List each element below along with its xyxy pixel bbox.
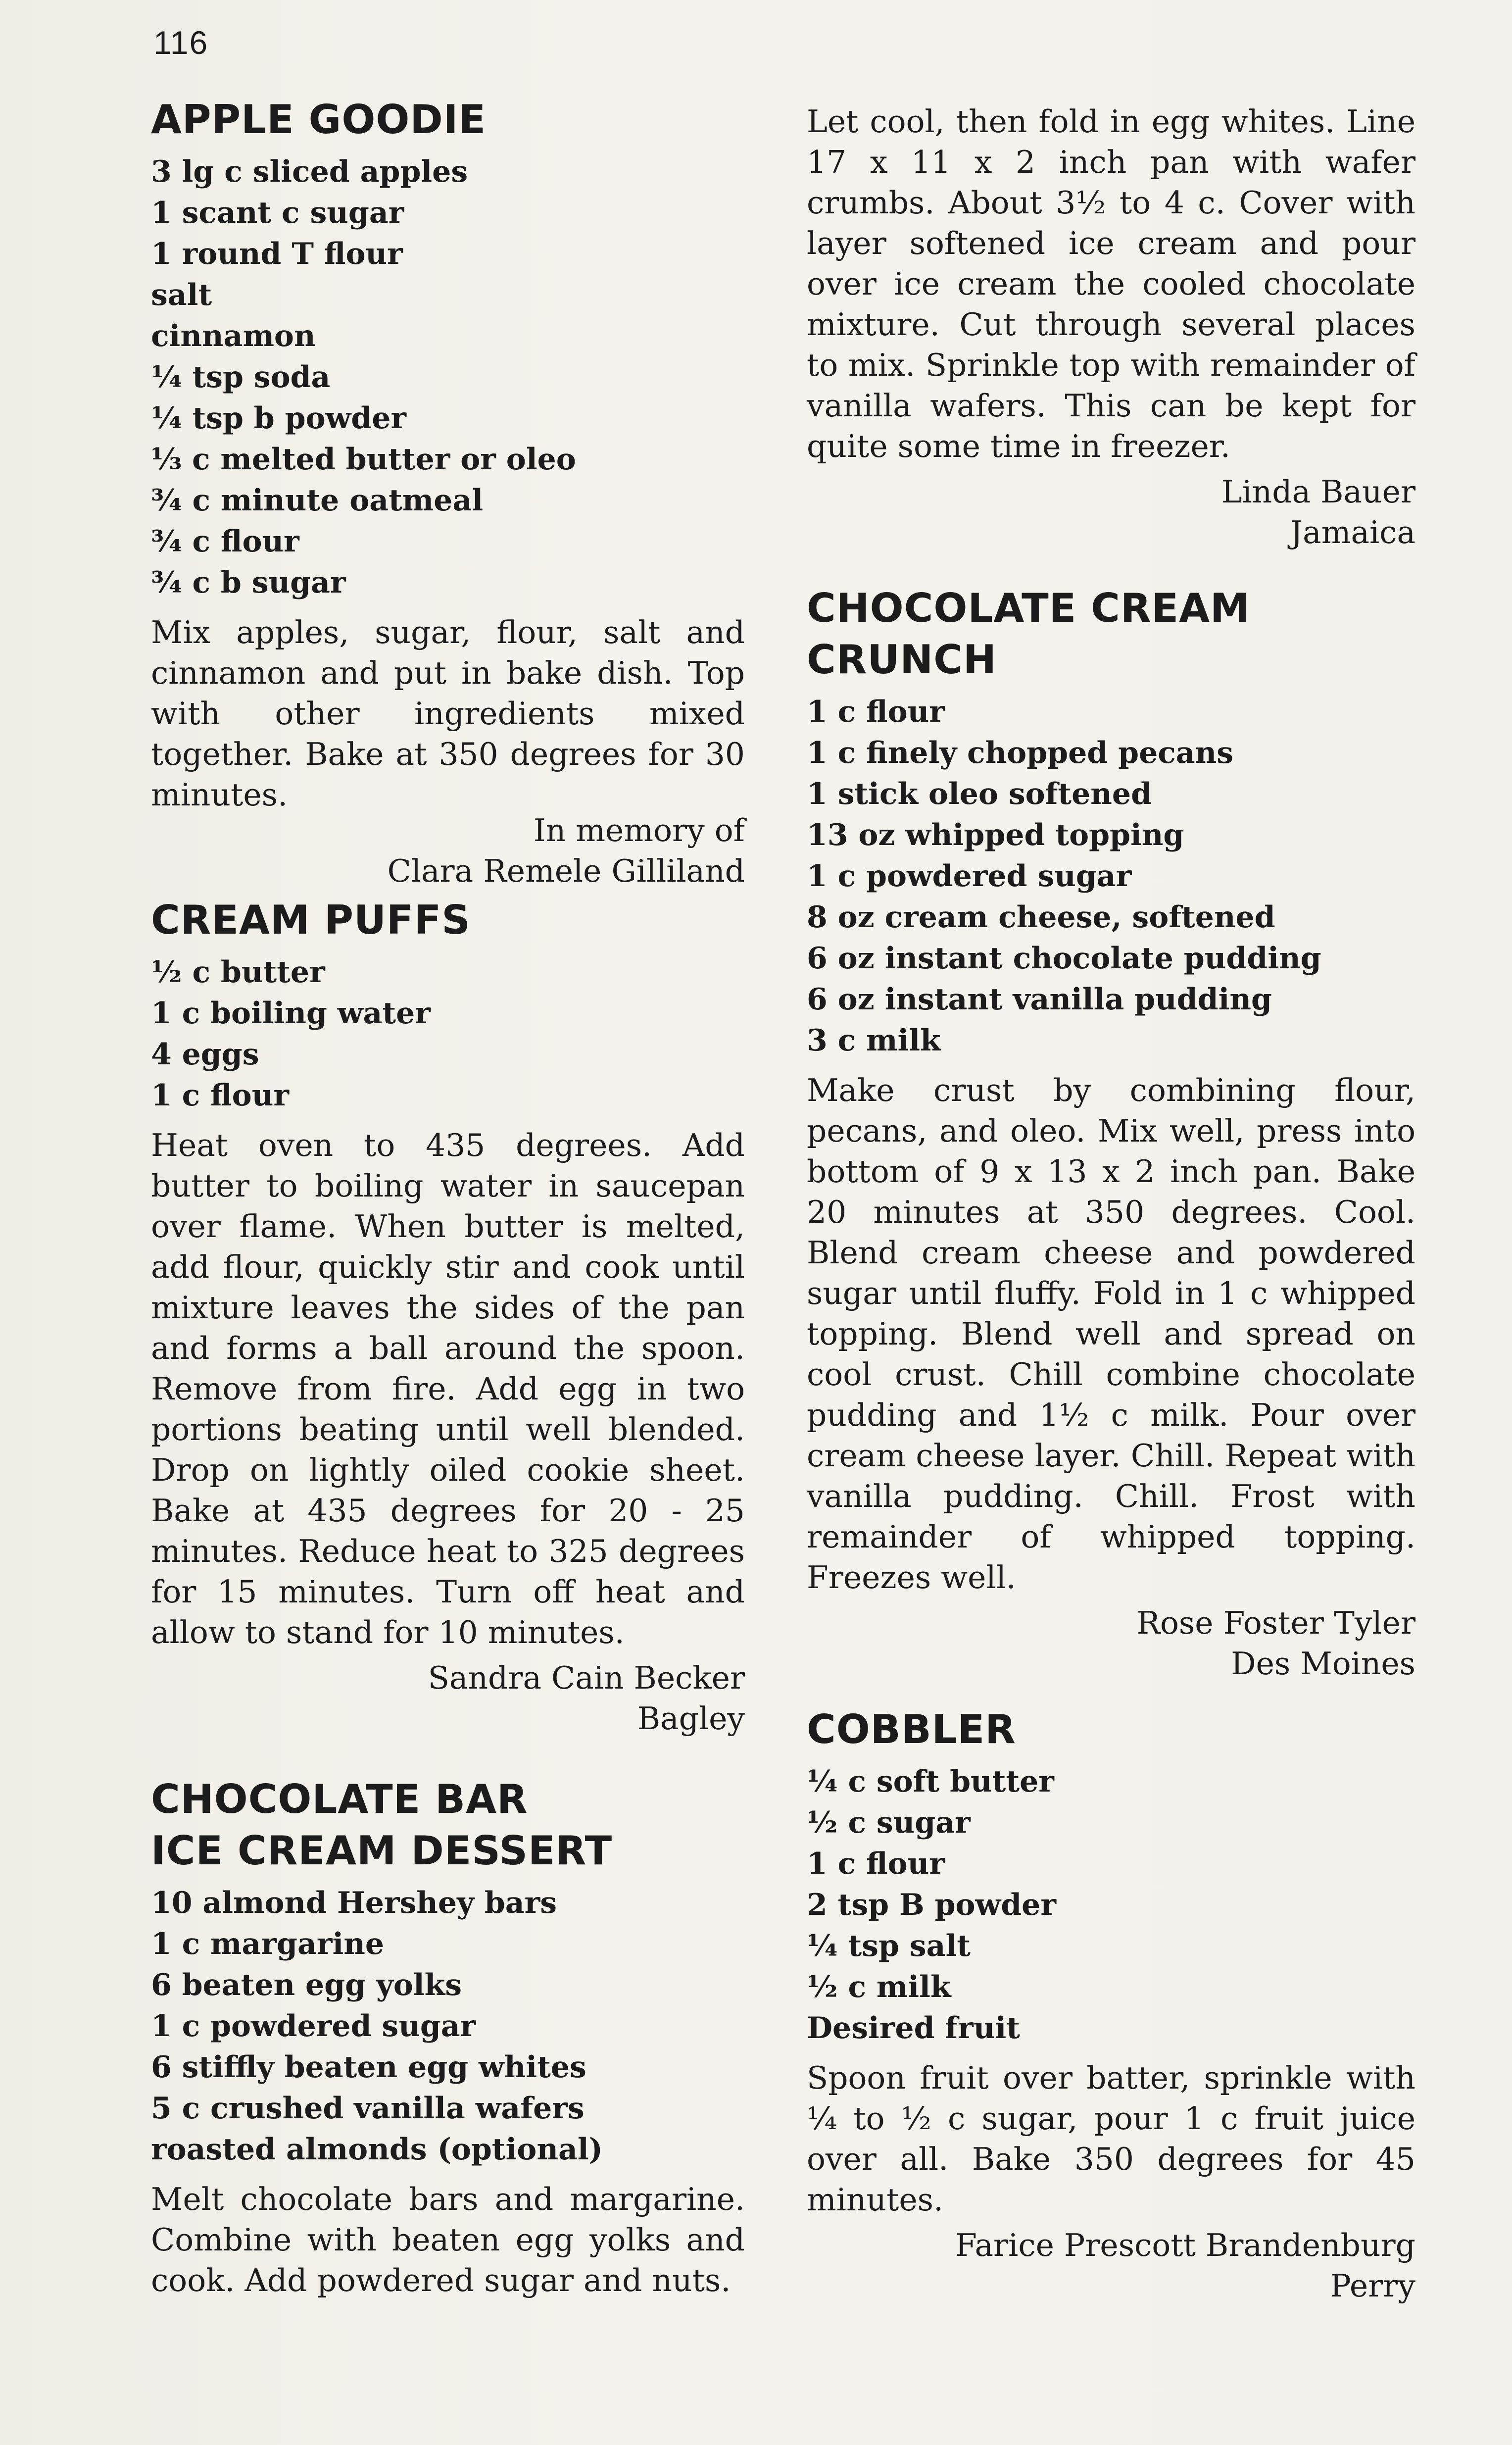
ingredient: 6 stiffly beaten egg whites [151, 2050, 586, 2085]
recipe-directions: Mix apples, sugar, flour, salt and cinnamon and put in bake dish. Top with other ingredients mixed together. Bake at 350 degrees for 30 minutes. [151, 614, 745, 813]
ingredient: 1 c flour [807, 1846, 945, 1881]
ingredient: 1 stick oleo softened [807, 777, 1152, 811]
right-column [807, 101, 1415, 2306]
ingredient: 6 beaten egg yolks [151, 1968, 462, 2002]
ingredient: Desired fruit [807, 2011, 1020, 2046]
contributor-name: Sandra Cain Becker [428, 1660, 745, 1696]
recipe-directions: Spoon fruit over batter, sprinkle with ¼ to ½ c sugar, pour 1 c fruit juice over all. Bake 350 degrees for 45 minutes. [807, 2060, 1415, 2218]
recipe-attribution [151, 810, 745, 892]
ingredient: 1 c flour [151, 1078, 289, 1113]
ingredient: salt [151, 278, 212, 312]
contributor-name: Clara Remele Gilliland [387, 853, 745, 889]
ingredient: 10 almond Hershey bars [151, 1886, 557, 1920]
ingredient: 1 c finely chopped pecans [807, 736, 1234, 770]
ingredient: 1 c boiling water [151, 996, 431, 1031]
ingredient: 13 oz whipped topping [807, 818, 1184, 852]
contributor-name: Farice Prescott Brandenburg [955, 2227, 1415, 2263]
ingredient: 1 c powdered sugar [151, 2009, 476, 2044]
recipe-attribution [807, 1603, 1415, 1684]
recipe-title-line: CRUNCH [807, 637, 997, 683]
ingredient: ¼ tsp soda [151, 360, 331, 395]
ingredient-list [807, 692, 1415, 1061]
ingredient: ¼ tsp b powder [151, 401, 407, 436]
ingredient-list [151, 952, 745, 1116]
ingredient: 3 c milk [807, 1023, 941, 1058]
recipe-title-line: ICE CREAM DESSERT [151, 1828, 613, 1874]
ingredient: ½ c milk [807, 1970, 951, 2004]
recipe-title: CREAM PUFFS [151, 897, 471, 943]
ingredient: cinnamon [151, 319, 316, 353]
recipe-attribution [151, 1658, 745, 1739]
ingredient: ¾ c b sugar [151, 565, 346, 600]
ingredient: ¾ c flour [151, 524, 299, 559]
recipe-attribution [807, 472, 1415, 553]
ingredient: 1 c powdered sugar [807, 859, 1132, 894]
contributor-name: Rose Foster Tyler [1136, 1605, 1415, 1641]
ingredient: 4 eggs [151, 1037, 259, 1072]
contributor-name: Linda Bauer [1221, 474, 1415, 510]
contributor-town: Perry [1330, 2268, 1415, 2304]
recipe-title-line: CHOCOLATE BAR [151, 1776, 528, 1822]
recipe-directions: Make crust by combining flour, pecans, and oleo. Mix well, press into bottom of 9 x 13 x 2 inch pan. Bake 20 minutes at 350 degrees. Cool. Blend cream cheese and powdered sugar until fluffy. Fold in 1 c whipped topping. Blend well and spread on cool crust. Chill combine chocolate pudding and 1½ c milk. Pour over cream cheese layer. Chill. Repeat with vanilla pudding. Chill. Frost with remainder of whipped topping. Freezes well. [807, 1072, 1415, 1596]
recipe-chocolate-bar-ice-cream-dessert [151, 1774, 745, 2301]
recipe-title [807, 583, 1415, 686]
ingredient: 1 c flour [807, 695, 945, 729]
ingredient: ¼ tsp salt [807, 1929, 971, 1963]
ingredient: 2 tsp B powder [807, 1888, 1056, 1922]
ingredient-list [151, 151, 745, 603]
ingredient: ¼ c soft butter [807, 1764, 1054, 1799]
ingredient: 6 oz instant vanilla pudding [807, 982, 1272, 1017]
recipe-continuation [807, 101, 1415, 553]
page-number: 116 [153, 24, 209, 61]
recipe-cream-puffs [151, 895, 745, 1739]
ingredient: ½ c butter [151, 955, 325, 990]
recipe-title: APPLE GOODIE [151, 97, 487, 143]
recipe-apple-goodie [151, 94, 745, 892]
ingredient: ⅓ c melted butter or oleo [151, 442, 576, 477]
ingredient-list [807, 1761, 1415, 2049]
contributor-town: Jamaica [1290, 514, 1415, 550]
contributor-town: Des Moines [1231, 1646, 1415, 1682]
ingredient: roasted almonds (optional) [151, 2132, 603, 2167]
recipe-directions-continued: Let cool, then fold in egg whites. Line 17 x 11 x 2 inch pan with wafer crumbs. About 3½ to 4 c. Cover with layer softened ice cream and pour over ice cream the cooled chocolate mixture. Cut through several places to mix. Sprinkle top with remainder of vanilla wafers. This can be kept for quite some time in freezer. [807, 103, 1415, 464]
recipe-directions: Heat oven to 435 degrees. Add butter to boiling water in saucepan over flame. When butter is melted, add flour, quickly stir and cook until mixture leaves the sides of the pan and forms a ball around the spoon. Remove from fire. Add egg in two portions beating until well blended. Drop on lightly oiled cookie sheet. Bake at 435 degrees for 20 - 25 minutes. Reduce heat to 325 degrees for 15 minutes. Turn off heat and allow to stand for 10 minutes. [151, 1127, 745, 1650]
ingredient: ¾ c minute oatmeal [151, 483, 484, 518]
ingredient: 6 oz instant chocolate pudding [807, 941, 1321, 976]
ingredient: 1 c margarine [151, 1927, 385, 1961]
left-column [151, 94, 745, 2301]
contributor-town: Bagley [637, 1700, 745, 1737]
recipe-title-line: CHOCOLATE CREAM [807, 585, 1250, 631]
recipe-chocolate-cream-crunch [807, 583, 1415, 1684]
ingredient: ½ c sugar [807, 1805, 971, 1840]
recipe-cobbler [807, 1704, 1415, 2306]
recipe-title: COBBLER [807, 1706, 1016, 1752]
recipe-attribution [807, 2225, 1415, 2306]
ingredient: 3 lg c sliced apples [151, 154, 468, 189]
ingredient: 1 scant c sugar [151, 196, 404, 230]
recipe-title [151, 1774, 745, 1877]
recipe-directions: Melt chocolate bars and margarine. Combine with beaten egg yolks and cook. Add powdered sugar and nuts. [151, 2181, 745, 2298]
ingredient: 5 c crushed vanilla wafers [151, 2091, 585, 2126]
ingredient-list [151, 1883, 745, 2170]
ingredient: 8 oz cream cheese, softened [807, 900, 1275, 935]
ingredient: 1 round T flour [151, 237, 403, 271]
contributor-note: In memory of [533, 812, 745, 848]
